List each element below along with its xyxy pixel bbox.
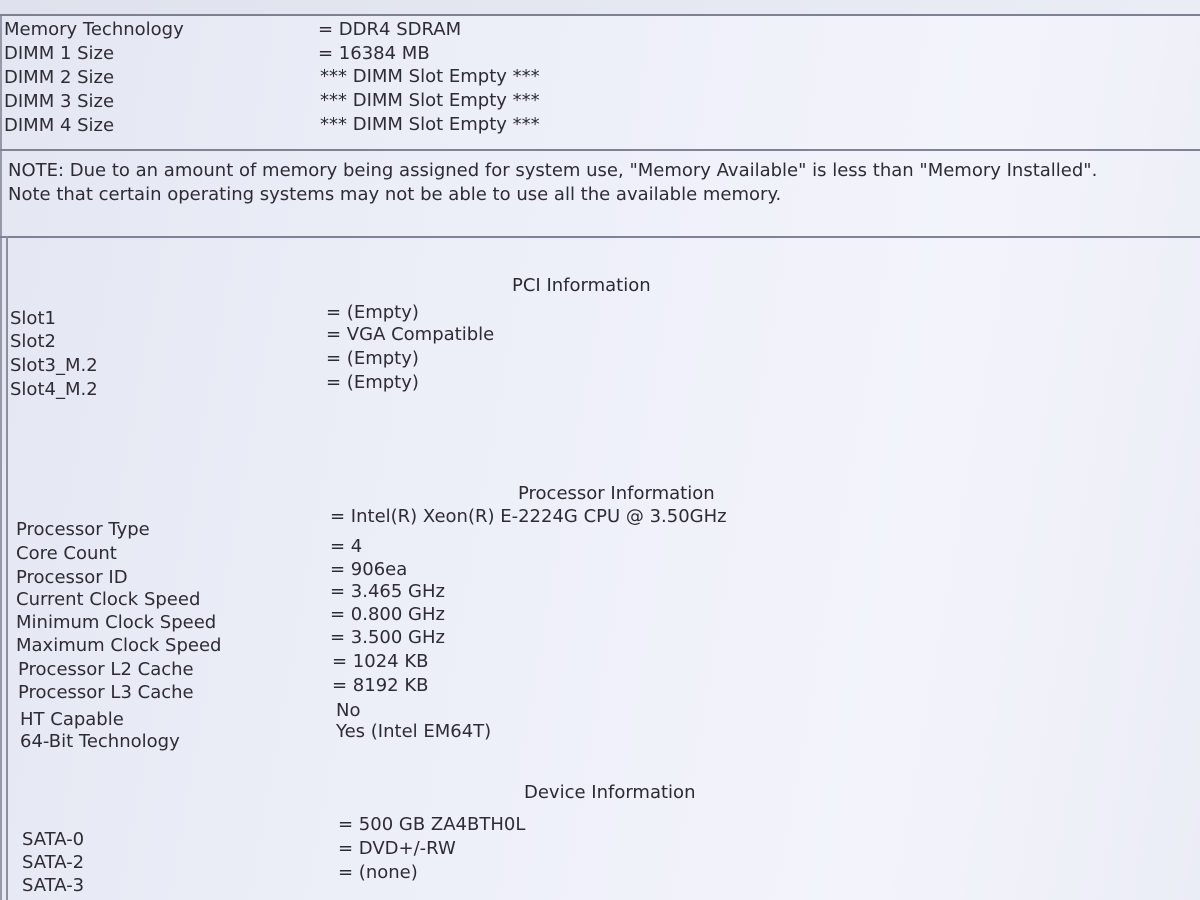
ht-capable-value: No bbox=[336, 700, 361, 721]
memory-divider bbox=[0, 149, 1200, 151]
minimum-clock-speed-value: = 0.800 GHz bbox=[330, 604, 445, 625]
processor-l3-cache-value: = 8192 KB bbox=[332, 675, 429, 696]
sata-3-label: SATA-3 bbox=[22, 875, 85, 896]
sata-2-value: = DVD+/-RW bbox=[338, 838, 456, 859]
memory-technology-value: = DDR4 SDRAM bbox=[318, 19, 462, 40]
slot1-label: Slot1 bbox=[10, 308, 56, 329]
64-bit-technology-value: Yes (Intel EM64T) bbox=[336, 721, 492, 742]
slot1-value: = (Empty) bbox=[326, 302, 419, 323]
section-frame bbox=[6, 236, 8, 900]
note-divider bbox=[0, 236, 1200, 238]
dimm-3-size-label: DIMM 3 Size bbox=[4, 91, 115, 112]
processor-information-heading: Processor Information bbox=[518, 483, 715, 504]
processor-id-value: = 906ea bbox=[330, 559, 408, 580]
slot4-m2-label: Slot4_M.2 bbox=[10, 379, 98, 400]
current-clock-speed-value: = 3.465 GHz bbox=[330, 581, 445, 602]
slot2-value: = VGA Compatible bbox=[326, 324, 495, 345]
ht-capable-label: HT Capable bbox=[20, 709, 124, 730]
sata-0-value: = 500 GB ZA4BTH0L bbox=[338, 814, 526, 835]
slot3-m2-label: Slot3_M.2 bbox=[10, 355, 98, 376]
dimm-1-size-label: DIMM 1 Size bbox=[4, 43, 115, 64]
dimm-1-size-value: = 16384 MB bbox=[318, 43, 430, 64]
dimm-4-size-value: *** DIMM Slot Empty *** bbox=[320, 114, 540, 135]
processor-l2-cache-label: Processor L2 Cache bbox=[18, 659, 194, 680]
core-count-value: = 4 bbox=[330, 536, 363, 557]
memory-technology-label: Memory Technology bbox=[4, 19, 184, 40]
maximum-clock-speed-label: Maximum Clock Speed bbox=[16, 635, 222, 656]
sata-0-label: SATA-0 bbox=[22, 829, 85, 850]
memory-note: NOTE: Due to an amount of memory being assigned for system use, "Memory Available" is less than "Memory Installed". Note that certain operating systems may not be able to use all the available memory. bbox=[8, 160, 1098, 205]
device-information-heading: Device Information bbox=[524, 782, 696, 803]
dimm-3-size-value: *** DIMM Slot Empty *** bbox=[320, 90, 540, 111]
processor-l3-cache-label: Processor L3 Cache bbox=[18, 682, 194, 703]
processor-type-value: = Intel(R) Xeon(R) E-2224G CPU @ 3.50GHz bbox=[330, 506, 727, 527]
sata-2-label: SATA-2 bbox=[22, 852, 85, 873]
slot2-label: Slot2 bbox=[10, 331, 56, 352]
slot3-m2-value: = (Empty) bbox=[326, 348, 419, 369]
processor-id-label: Processor ID bbox=[16, 567, 128, 588]
pci-information-heading: PCI Information bbox=[512, 275, 651, 296]
maximum-clock-speed-value: = 3.500 GHz bbox=[330, 627, 445, 648]
minimum-clock-speed-label: Minimum Clock Speed bbox=[16, 612, 217, 633]
dimm-2-size-value: *** DIMM Slot Empty *** bbox=[320, 66, 540, 87]
current-clock-speed-label: Current Clock Speed bbox=[16, 589, 201, 610]
top-border bbox=[0, 0, 1200, 16]
sata-3-value: = (none) bbox=[338, 862, 418, 883]
core-count-label: Core Count bbox=[16, 543, 117, 564]
dimm-2-size-label: DIMM 2 Size bbox=[4, 67, 115, 88]
processor-type-label: Processor Type bbox=[16, 519, 150, 540]
64-bit-technology-label: 64-Bit Technology bbox=[20, 731, 180, 752]
processor-l2-cache-value: = 1024 KB bbox=[332, 651, 429, 672]
slot4-m2-value: = (Empty) bbox=[326, 372, 419, 393]
dimm-4-size-label: DIMM 4 Size bbox=[4, 115, 115, 136]
